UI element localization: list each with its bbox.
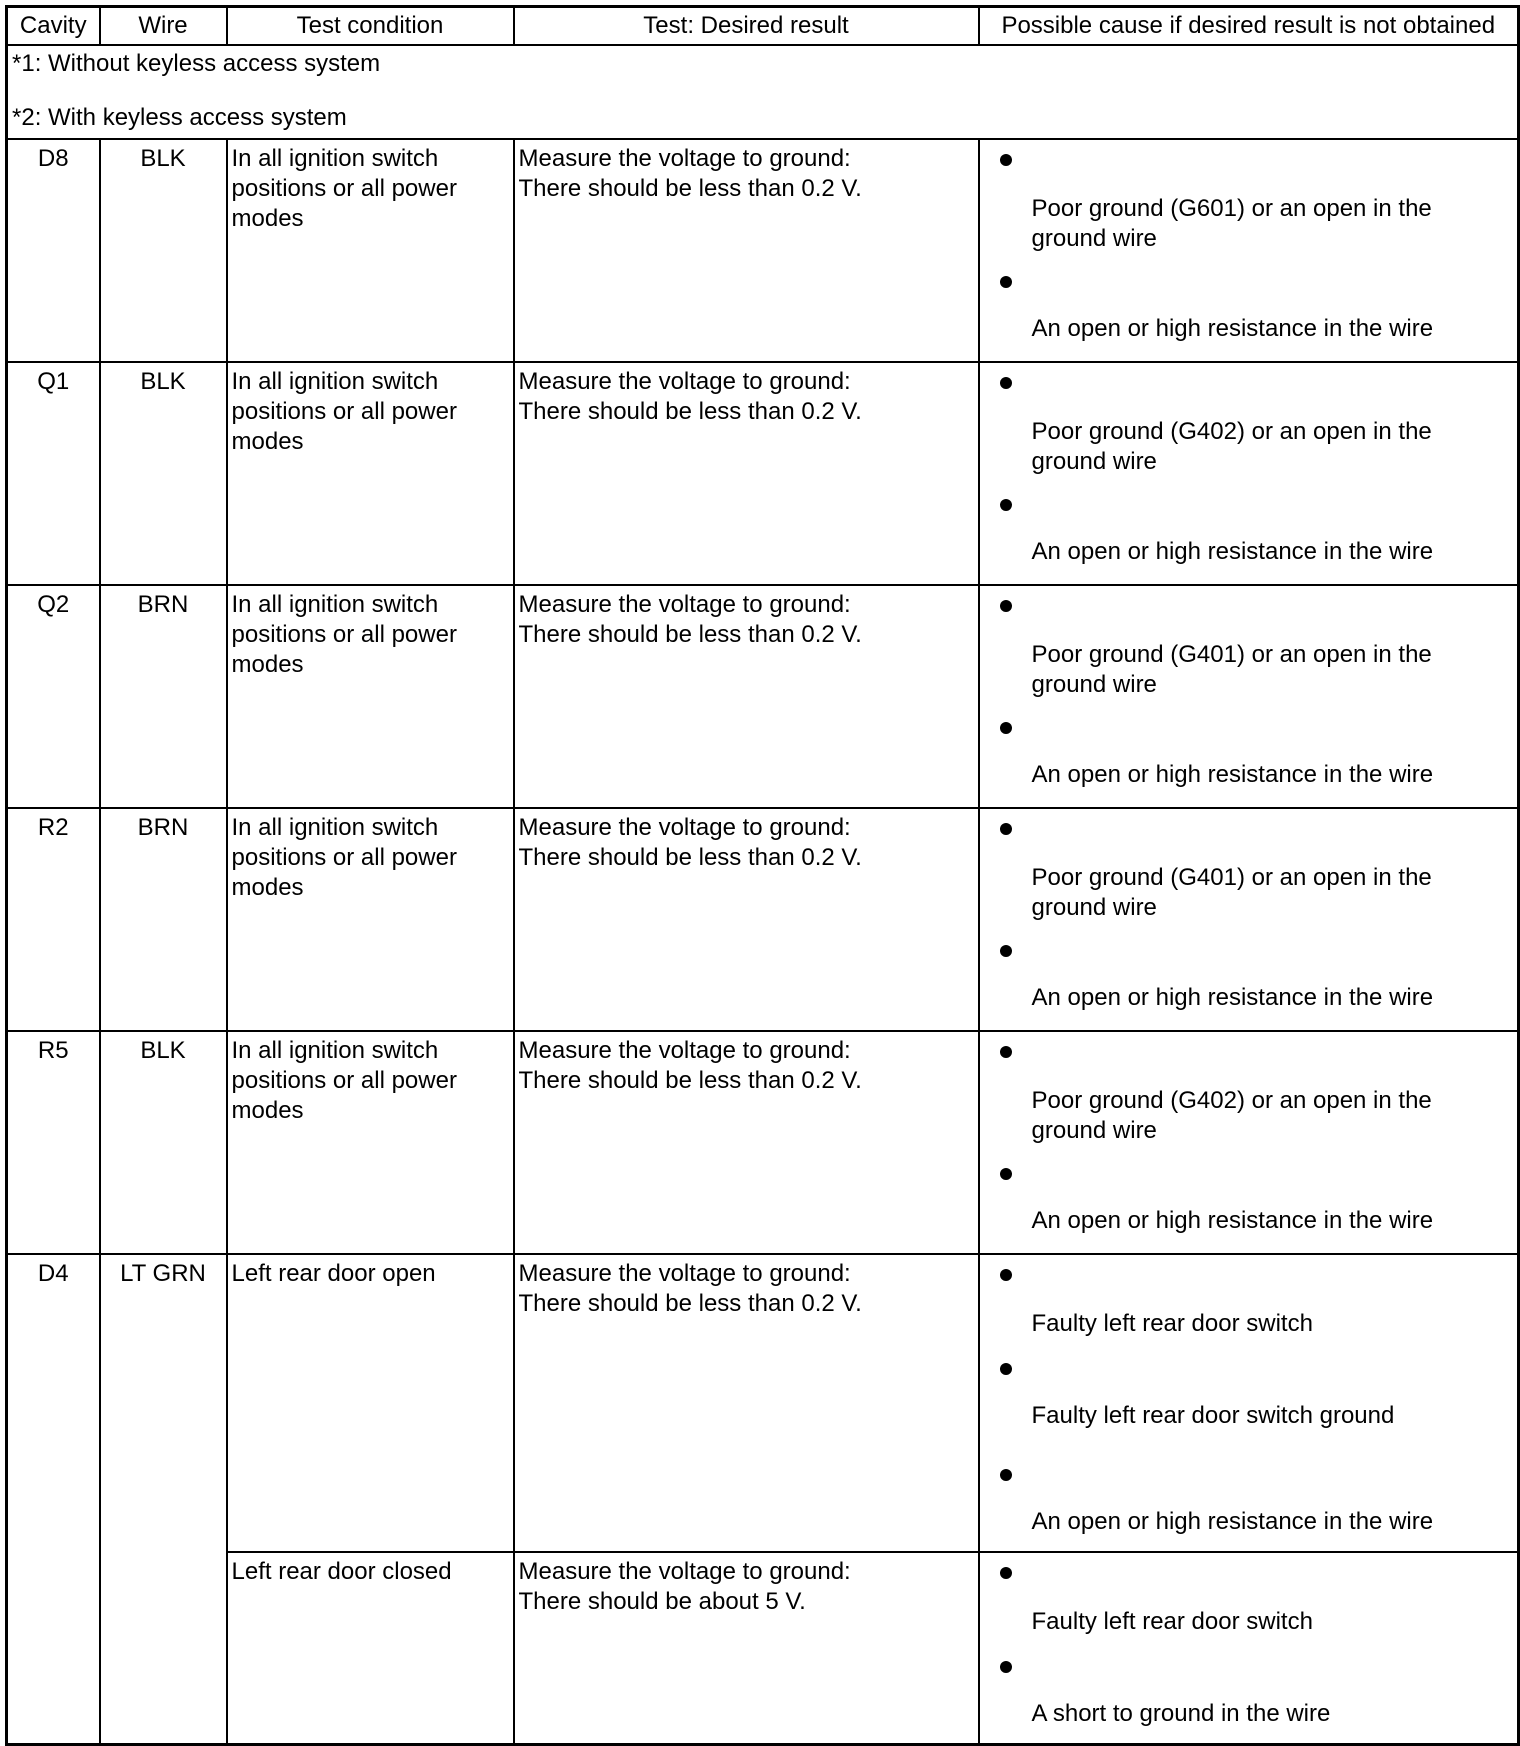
cause-text: Poor ground (G401) or an open in the ground wire <box>1031 641 1432 698</box>
wire-cell: BLK <box>100 1031 227 1254</box>
cause-text: Poor ground (G402) or an open in the ground wire <box>1031 1087 1432 1144</box>
cause-text: Faulty left rear door switch <box>1031 1310 1313 1337</box>
cause-text: A short to ground in the wire <box>1031 1700 1331 1727</box>
condition-cell: In all ignition switch positions or all power modes <box>227 808 514 1031</box>
cause-text: Faulty left rear door switch <box>1031 1608 1313 1635</box>
condition-cell: In all ignition switch positions or all power modes <box>227 585 514 808</box>
result-cell <box>514 585 979 808</box>
bullet-icon <box>1000 1269 1012 1281</box>
result-line-1: Measure the voltage to ground: <box>518 368 851 395</box>
result-cell <box>514 808 979 1031</box>
table-row <box>7 1254 1519 1552</box>
cavity-cell: Q2 <box>7 585 100 808</box>
cause-cell <box>979 362 1519 585</box>
result-line-1: Measure the voltage to ground: <box>518 814 851 841</box>
cause-cell <box>979 585 1519 808</box>
cause-text: Poor ground (G401) or an open in the ground wire <box>1031 864 1432 921</box>
wire-cell: BLK <box>100 362 227 585</box>
wire-cell: BRN <box>100 585 227 808</box>
cause-text: Poor ground (G402) or an open in the ground wire <box>1031 418 1432 475</box>
result-line-1: Measure the voltage to ground: <box>518 1037 851 1064</box>
cavity-cell: D8 <box>7 139 100 362</box>
condition-cell: In all ignition switch positions or all power modes <box>227 362 514 585</box>
result-line-1: Measure the voltage to ground: <box>518 1260 851 1287</box>
table-row <box>7 585 1519 808</box>
bullet-icon <box>1000 722 1012 734</box>
cavity-cell: R5 <box>7 1031 100 1254</box>
result-cell <box>514 1552 979 1744</box>
connector-test-table <box>5 5 1520 1746</box>
header-wire: Wire <box>100 7 227 46</box>
condition-cell: In all ignition switch positions or all power modes <box>227 139 514 362</box>
footnotes <box>7 45 1519 139</box>
result-cell <box>514 1031 979 1254</box>
cause-cell <box>979 139 1519 362</box>
footnote-2: *2: With keyless access system <box>12 104 347 131</box>
result-line-2: There should be less than 0.2 V. <box>518 398 862 425</box>
result-cell <box>514 1254 979 1552</box>
table-row <box>7 808 1519 1031</box>
result-cell <box>514 139 979 362</box>
cause-text: Faulty left rear door switch ground <box>1031 1402 1395 1429</box>
result-line-2: There should be less than 0.2 V. <box>518 1290 862 1317</box>
result-line-2: There should be less than 0.2 V. <box>518 175 862 202</box>
cause-text: An open or high resistance in the wire <box>1031 1207 1434 1234</box>
bullet-icon <box>1000 377 1012 389</box>
result-line-2: There should be less than 0.2 V. <box>518 844 862 871</box>
wire-cell: BLK <box>100 139 227 362</box>
condition-cell: Left rear door open <box>227 1254 514 1552</box>
wire-cell: LT GRN <box>100 1254 227 1744</box>
bullet-icon <box>1000 499 1012 511</box>
cause-text: Poor ground (G601) or an open in the ground wire <box>1031 195 1432 252</box>
cause-text: An open or high resistance in the wire <box>1031 538 1434 565</box>
result-line-2: There should be less than 0.2 V. <box>518 1067 862 1094</box>
bullet-icon <box>1000 823 1012 835</box>
condition-cell: In all ignition switch positions or all power modes <box>227 1031 514 1254</box>
header-cavity: Cavity <box>7 7 100 46</box>
result-line-2: There should be about 5 V. <box>518 1588 806 1615</box>
header-test-condition: Test condition <box>227 7 514 46</box>
table-row <box>7 139 1519 362</box>
cause-text: An open or high resistance in the wire <box>1031 315 1434 342</box>
bullet-icon <box>1000 945 1012 957</box>
header-row <box>7 7 1519 46</box>
bullet-icon <box>1000 600 1012 612</box>
cause-cell <box>979 1552 1519 1744</box>
table-row <box>7 362 1519 585</box>
bullet-icon <box>1000 276 1012 288</box>
bullet-icon <box>1000 1168 1012 1180</box>
result-line-1: Measure the voltage to ground: <box>518 1558 851 1585</box>
bullet-icon <box>1000 1363 1012 1375</box>
cavity-cell: R2 <box>7 808 100 1031</box>
condition-cell: Left rear door closed <box>227 1552 514 1744</box>
notes-row <box>7 45 1519 139</box>
cause-cell <box>979 808 1519 1031</box>
cause-cell <box>979 1254 1519 1552</box>
header-desired-result: Test: Desired result <box>514 7 979 46</box>
cause-text: An open or high resistance in the wire <box>1031 984 1434 1011</box>
test-table-sheet <box>5 5 1520 1746</box>
footnote-1: *1: Without keyless access system <box>12 50 381 77</box>
cause-text: An open or high resistance in the wire <box>1031 761 1434 788</box>
result-line-2: There should be less than 0.2 V. <box>518 621 862 648</box>
cause-cell <box>979 1031 1519 1254</box>
bullet-icon <box>1000 1567 1012 1579</box>
bullet-icon <box>1000 1661 1012 1673</box>
header-possible-cause: Possible cause if desired result is not obtained <box>979 7 1519 46</box>
result-line-1: Measure the voltage to ground: <box>518 591 851 618</box>
bullet-icon <box>1000 1046 1012 1058</box>
table-row <box>7 1031 1519 1254</box>
bullet-icon <box>1000 154 1012 166</box>
wire-cell: BRN <box>100 808 227 1031</box>
cavity-cell: D4 <box>7 1254 100 1744</box>
result-cell <box>514 362 979 585</box>
cavity-cell: Q1 <box>7 362 100 585</box>
bullet-icon <box>1000 1469 1012 1481</box>
result-line-1: Measure the voltage to ground: <box>518 145 851 172</box>
table-row <box>7 1552 1519 1744</box>
cause-text: An open or high resistance in the wire <box>1031 1508 1434 1535</box>
